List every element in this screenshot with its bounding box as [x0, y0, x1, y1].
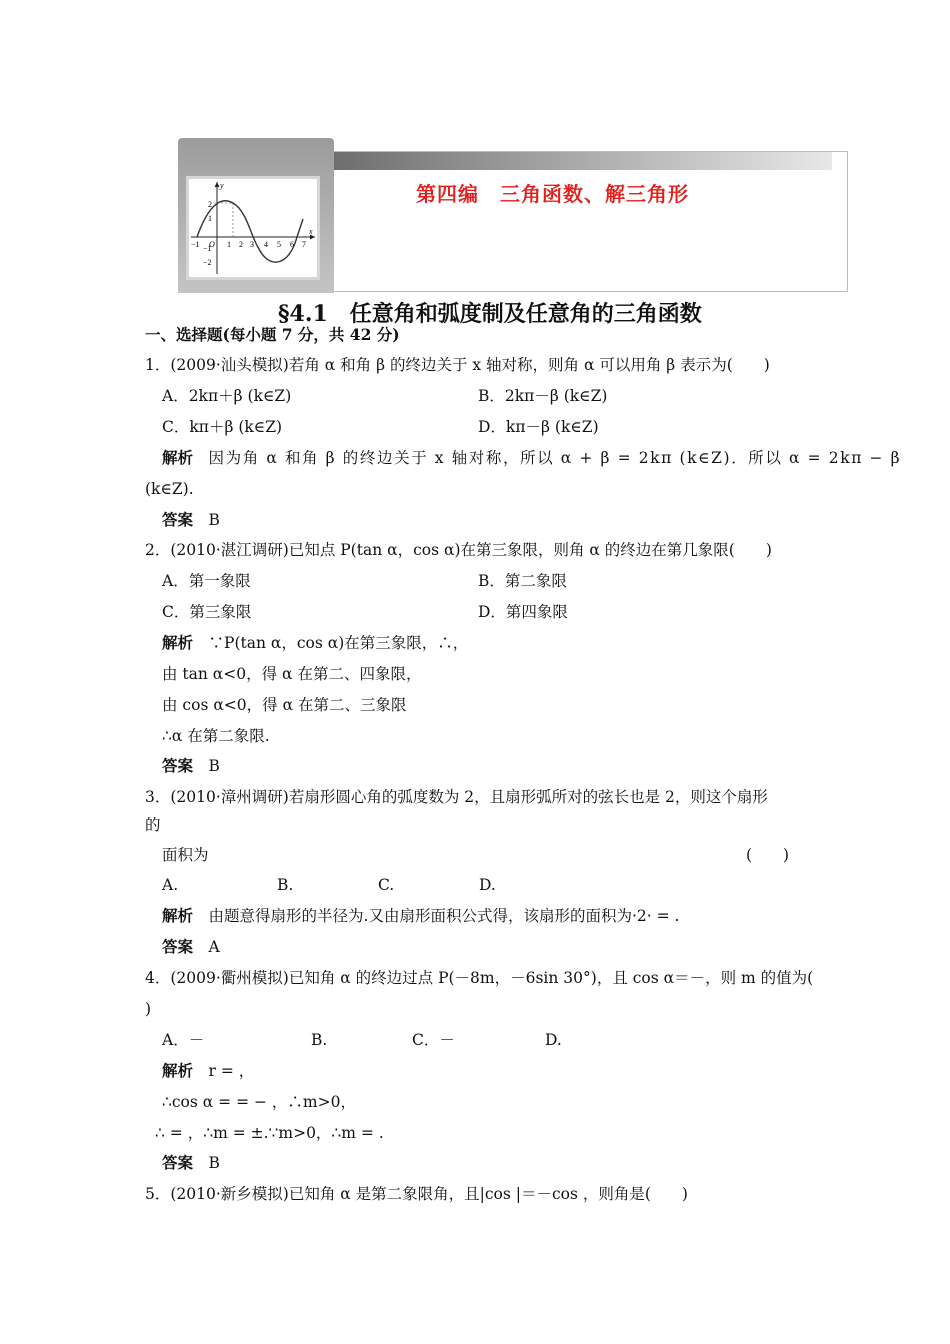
analysis-label: 解析 [162, 448, 194, 467]
graph-y-name: y [220, 181, 224, 190]
q1-analysis [162, 447, 901, 469]
q2-analysis-line4: ∴α 在第二象限. [162, 727, 270, 745]
q3-stem-cont: 的 [145, 816, 161, 834]
banner-gradient-stripe [334, 152, 832, 170]
q1-answer [162, 509, 220, 531]
graph-xtick-m1: −1 [191, 240, 200, 249]
q2-option-a: A．第一象限 [162, 572, 251, 590]
graph-x-name: x [309, 227, 313, 236]
graph-ytick-m1: −1 [203, 244, 212, 253]
q4-option-b: B. [311, 1031, 328, 1049]
q2-option-c: C．第三象限 [162, 603, 252, 621]
q2-answer [162, 755, 220, 777]
graph-xtick-2: 2 [239, 240, 243, 249]
graph-xtick-5: 5 [277, 240, 281, 249]
answer-label: 答案 [162, 510, 194, 529]
graph-ytick-2: 2 [208, 200, 212, 209]
q3-answer-paren: ( ) [746, 846, 790, 864]
q4-option-a: A．－ [162, 1031, 205, 1049]
q3-analysis [162, 905, 679, 927]
q3-answer [162, 936, 220, 958]
section-title: §4.1 任意角和弧度制及任意角的三角函数 [278, 301, 702, 327]
graph-origin: O [209, 240, 215, 249]
q1-stem: 1．(2009·汕头模拟)若角 α 和角 β 的终边关于 x 轴对称，则角 α 可以用角 β 表示为( ) [145, 356, 770, 374]
graph-xtick-6: 6 [290, 240, 294, 249]
q2-option-d: D．第四象限 [478, 603, 568, 621]
q1-option-b: B．2kπ－β (k∈Z) [478, 387, 608, 405]
q3-stem: 3．(2010·漳州调研)若扇形圆心角的弧度数为 2，且扇形弧所对的弦长也是 2，则这个扇形 [145, 788, 768, 806]
graph-xtick-4: 4 [264, 240, 268, 249]
q2-analysis-line2: 由 tan α<0，得 α 在第二、四象限， [162, 665, 422, 683]
q2-option-b: B．第二象限 [478, 572, 567, 590]
q3-option-c: C. [378, 876, 395, 894]
part-title: 第四编 三角函数、解三角形 [416, 182, 689, 206]
q4-option-c: C．－ [412, 1031, 455, 1049]
q4-stem-cont: ) [145, 1000, 152, 1018]
q4-answer [162, 1152, 220, 1174]
q2-analysis-line3: 由 cos α<0，得 α 在第二、三象限 [162, 696, 407, 714]
q2-analysis-text: ∵P(tan α，cos α)在第三象限，∴， [208, 634, 469, 652]
analysis-label: 解析 [162, 633, 194, 652]
part1-heading: 一、选择题(每小题 7 分，共 42 分) [145, 325, 400, 344]
q1-analysis-text: 因为角 α 和角 β 的终边关于 x 轴对称，所以 α + β = 2kπ (k∈Z)．所以 α = 2kπ − β [208, 449, 902, 467]
graph-xtick-3: 3 [250, 240, 254, 249]
q2-analysis [162, 632, 468, 654]
q1-option-c: C．kπ＋β (k∈Z) [162, 418, 283, 436]
q1-option-d: D．kπ－β (k∈Z) [478, 418, 599, 436]
q5-stem: 5．(2010·新乡模拟)已知角 α 是第二象限角，且|cos |＝－cos ，则角是( ) [145, 1185, 688, 1203]
q4-analysis-line2: ∴cos α = = − ，∴m>0， [162, 1093, 356, 1111]
q4-analysis [162, 1060, 254, 1082]
q4-answer-value: B [208, 1154, 220, 1172]
answer-label: 答案 [162, 756, 194, 775]
answer-label: 答案 [162, 937, 194, 956]
graph-xtick-7: 7 [302, 240, 306, 249]
q3-analysis-text: 由题意得扇形的半径为.又由扇形面积公式得，该扇形的面积为·2· = . [208, 907, 680, 925]
q3-option-a: A. [162, 876, 179, 894]
q4-stem: 4．(2009·衢州模拟)已知角 α 的终边过点 P(－8m，－6sin 30°)，且 cos α＝－，则 m 的值为( [145, 969, 814, 987]
q1-answer-value: B [208, 511, 220, 529]
sine-graph [189, 179, 317, 277]
q3-stem-cont2: 面积为 [162, 846, 209, 864]
chapter-banner [178, 138, 334, 293]
q3-answer-value: A [208, 938, 220, 956]
sine-graph-image [186, 176, 320, 280]
graph-xtick-1: 1 [227, 240, 231, 249]
answer-label: 答案 [162, 1153, 194, 1172]
q3-option-d: D. [479, 876, 496, 894]
banner-frame [334, 151, 848, 292]
analysis-label: 解析 [162, 906, 194, 925]
q4-analysis-text: r = ， [208, 1062, 255, 1080]
analysis-label: 解析 [162, 1061, 194, 1080]
q4-analysis-line3: ∴ = ，∴m = ±.∵m>0，∴m = . [155, 1124, 384, 1142]
q2-stem: 2．(2010·湛江调研)已知点 P(tan α，cos α)在第三象限，则角 α 的终边在第几象限( ) [145, 541, 772, 559]
q3-option-b: B. [277, 876, 294, 894]
q4-option-d: D. [545, 1031, 562, 1049]
graph-ytick-m2: −2 [203, 258, 212, 267]
q2-answer-value: B [208, 757, 220, 775]
q1-analysis-cont: (k∈Z). [145, 480, 194, 498]
q1-option-a: A．2kπ＋β (k∈Z) [162, 387, 292, 405]
graph-ytick-1: 1 [208, 214, 212, 223]
